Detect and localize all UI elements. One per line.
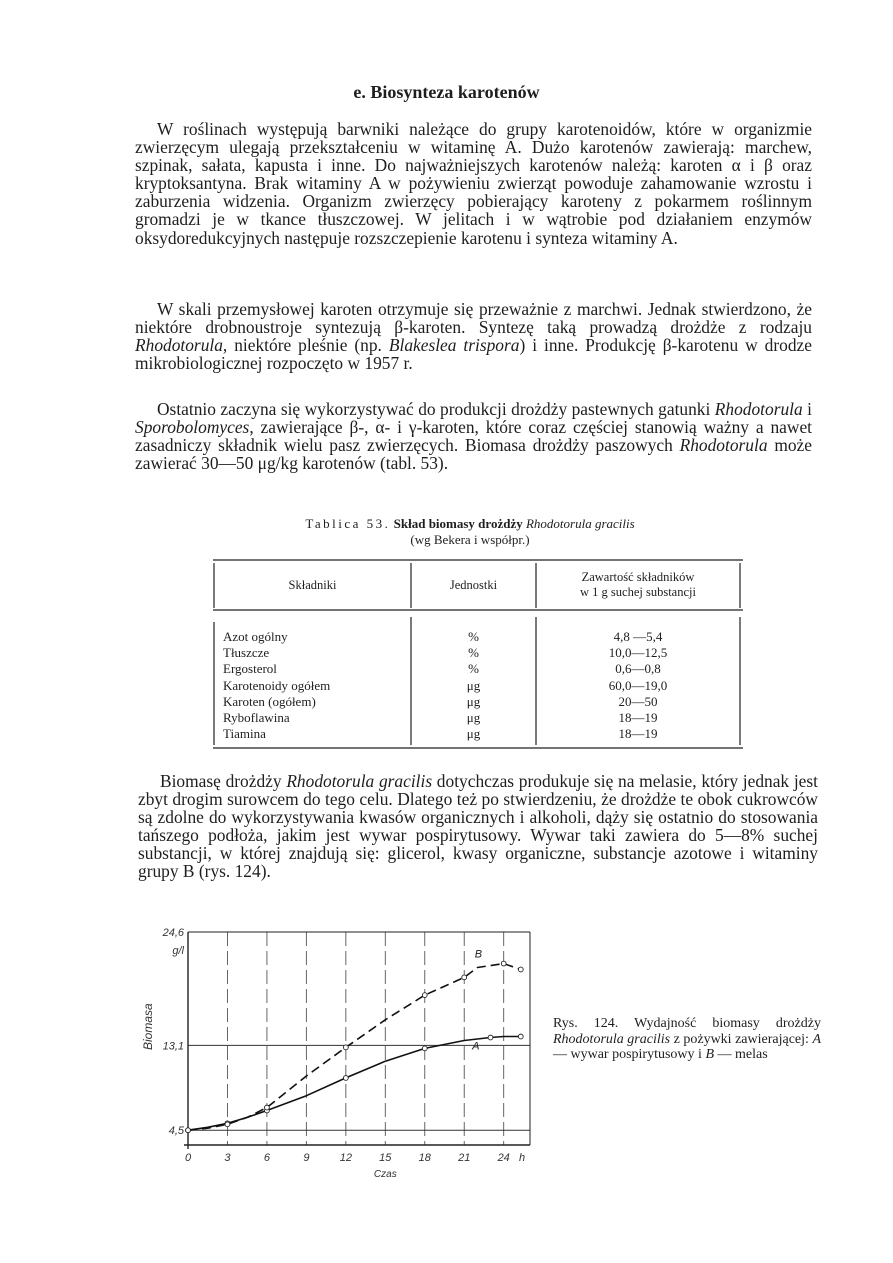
column-header-zawartosc: Zawartość składników w 1 g suchej substancji — [580, 570, 696, 599]
series-label-A: A — [472, 1040, 480, 1053]
x-tick-label: 6 — [263, 1152, 270, 1164]
x-tick-label: 15 — [379, 1152, 392, 1164]
data-point-B — [422, 993, 427, 998]
data-point-A — [422, 1046, 427, 1051]
table-cell: Ryboflawina — [223, 710, 290, 726]
data-point-B — [186, 1128, 191, 1133]
table-cell: μg — [466, 677, 481, 693]
table-cell: 60,0—19,0 — [608, 677, 668, 693]
data-point-B — [462, 975, 467, 980]
y-tick-label: 13,1 — [162, 1040, 184, 1053]
table-cell: Ergosterol — [223, 661, 277, 677]
table-cell: Azot ogólny — [223, 629, 288, 644]
table-cell: 10,0—12,5 — [608, 645, 668, 661]
table-cell: Karotenoidy ogółem — [223, 677, 331, 693]
data-point-B — [501, 961, 506, 966]
table-cell: 18—19 — [618, 726, 658, 742]
table-source: (wg Bekera i współpr.) — [410, 532, 530, 547]
series-line-A — [188, 1037, 521, 1131]
chart-annotations — [471, 949, 482, 1053]
x-tick-label: 12 — [339, 1152, 352, 1164]
paragraph-1: W roślinach występują barwniki należące do grupy karotenoidów, które w organizmie zwierzęcym ulegają przekształceniu w witaminę A. Dużo karotenów zawierają: marchew, szpinak, sałata, kapusta i inne. Do najważniejszych karotenów należą: karoten α i β oraz kryptoksantyna. Brak witaminy A w pożywieniu zwierząt powoduje zahamowanie wzrostu i zaburzenia widzenia. Organizm zwierzęcy pobierający karoteny z pokarmem roślinnym gromadzi je w tkance tłuszczowej. W jelitach i w wątrobie pod działaniem enzymów oksydoredukcyjnych następuje rozszczepienie karotenu i synteza witaminy A. — [135, 119, 812, 248]
y-axis-label: Biomasa — [141, 1003, 155, 1050]
table-label: Tablica 53. — [305, 516, 391, 531]
x-tick-label: 24 — [497, 1152, 510, 1164]
x-tick-label: 9 — [303, 1152, 310, 1164]
data-point-A — [343, 1076, 348, 1081]
data-point-B — [518, 967, 523, 972]
table-cell: μg — [466, 726, 481, 742]
table-cell: % — [468, 629, 479, 644]
data-point-A — [488, 1035, 493, 1040]
x-tick-label: 3 — [224, 1152, 231, 1164]
table-col-units — [412, 629, 535, 742]
species-name: Blakeslea trispora — [388, 335, 520, 356]
biomass-chart — [150, 920, 550, 1185]
table-cell: Tiamina — [223, 726, 266, 742]
series-line-B — [188, 964, 521, 1131]
section-heading: e. Biosynteza karotenów — [353, 82, 540, 102]
y-tick-label: 4,5 — [168, 1125, 184, 1138]
table-cell: % — [468, 661, 479, 677]
x-tick-label: 0 — [184, 1152, 192, 1164]
x-axis-label: Czas — [373, 1169, 397, 1180]
table-title: Skład biomasy drożdży — [393, 516, 523, 531]
x-unit-label: h — [519, 1152, 526, 1164]
table-cell: 0,6—0,8 — [615, 661, 661, 677]
table-cell: 18—19 — [618, 710, 658, 726]
table-cell: % — [468, 645, 479, 661]
chart-tick-labels — [162, 927, 526, 1180]
y-tick-label: 24,6 — [162, 927, 184, 939]
paragraph-3: Ostatnio zaczyna się wykorzystywać do produkcji drożdży pastewnych gatunki Rhodotorula i Sporobolomyces, zawierające β-, α- i γ-karoten, które coraz częściej stanowią ważny a nawet zasadniczy składnik wielu pasz zwierzęcych. Biomasa drożdży paszowych Rhodotorula może zawierać 30—50 μg/kg karotenów (tabl. 53). — [135, 399, 812, 474]
genus-name: Rhodotorula — [135, 335, 223, 356]
data-point-B — [343, 1045, 348, 1050]
table-cell: 20—50 — [618, 693, 658, 709]
table-cell: 4,8 —5,4 — [613, 629, 663, 644]
column-header-skladniki: Składniki — [288, 578, 337, 592]
column-header-jednostki: Jednostki — [449, 578, 498, 592]
paragraph-2: W skali przemysłowej karoten otrzymuje się przeważnie z marchwi. Jednak stwierdzono, że niektóre drobnoustroje syntezują β-karoten. Syntezę taką prowadzą drożdże z rodzaju Rhodotorula, niektóre pleśnie (np. Blakeslea trispora) i inne. Produkcję β-karotenu w drodze mikrobiologicznej rozpoczęto w 1957 r. — [135, 299, 812, 374]
data-point-B — [265, 1105, 270, 1110]
y-unit-label: g/l — [172, 945, 184, 957]
figure-caption: Rys. 124. Wydajność biomasy drożdży Rhodotorula gracilis z pożywki zawierającej: A — wywar pospirytusowy i B — melas — [553, 1016, 821, 1062]
series-label-B: B — [474, 948, 483, 961]
table-caption — [180, 516, 760, 548]
table-cell: μg — [466, 693, 481, 709]
table-cell: Karoten (ogółem) — [223, 693, 316, 709]
x-tick-label: 18 — [418, 1152, 431, 1164]
data-point-A — [518, 1034, 523, 1039]
table-species: Rhodotorula gracilis — [525, 516, 635, 531]
x-tick-label: 21 — [458, 1152, 471, 1164]
table-cell: Tłuszcze — [223, 645, 270, 661]
data-point-B — [225, 1122, 230, 1127]
table-col-names — [223, 629, 330, 742]
table-cell: μg — [466, 710, 481, 726]
table-col-values — [537, 629, 739, 742]
paragraph-4: Biomasę drożdży Rhodotorula gracilis dotychczas produkuje się na melasie, który jednak jest zbyt drogim surowcem do tego celu. Dlatego też po stwierdzeniu, że drożdże te obok cukrowców są zdolne do wykorzystywania kwasów organicznych i alkoholi, dąży się ostatnio do stosowania tańszego podłoża, jakim jest wywar pospirytusowy. Wywar taki zawiera do 5—8% suchej substancji, w której znajdują się: glicerol, kwasy organiczne, substancje azotowe i witaminy grupy B (rys. 124). — [138, 771, 818, 882]
